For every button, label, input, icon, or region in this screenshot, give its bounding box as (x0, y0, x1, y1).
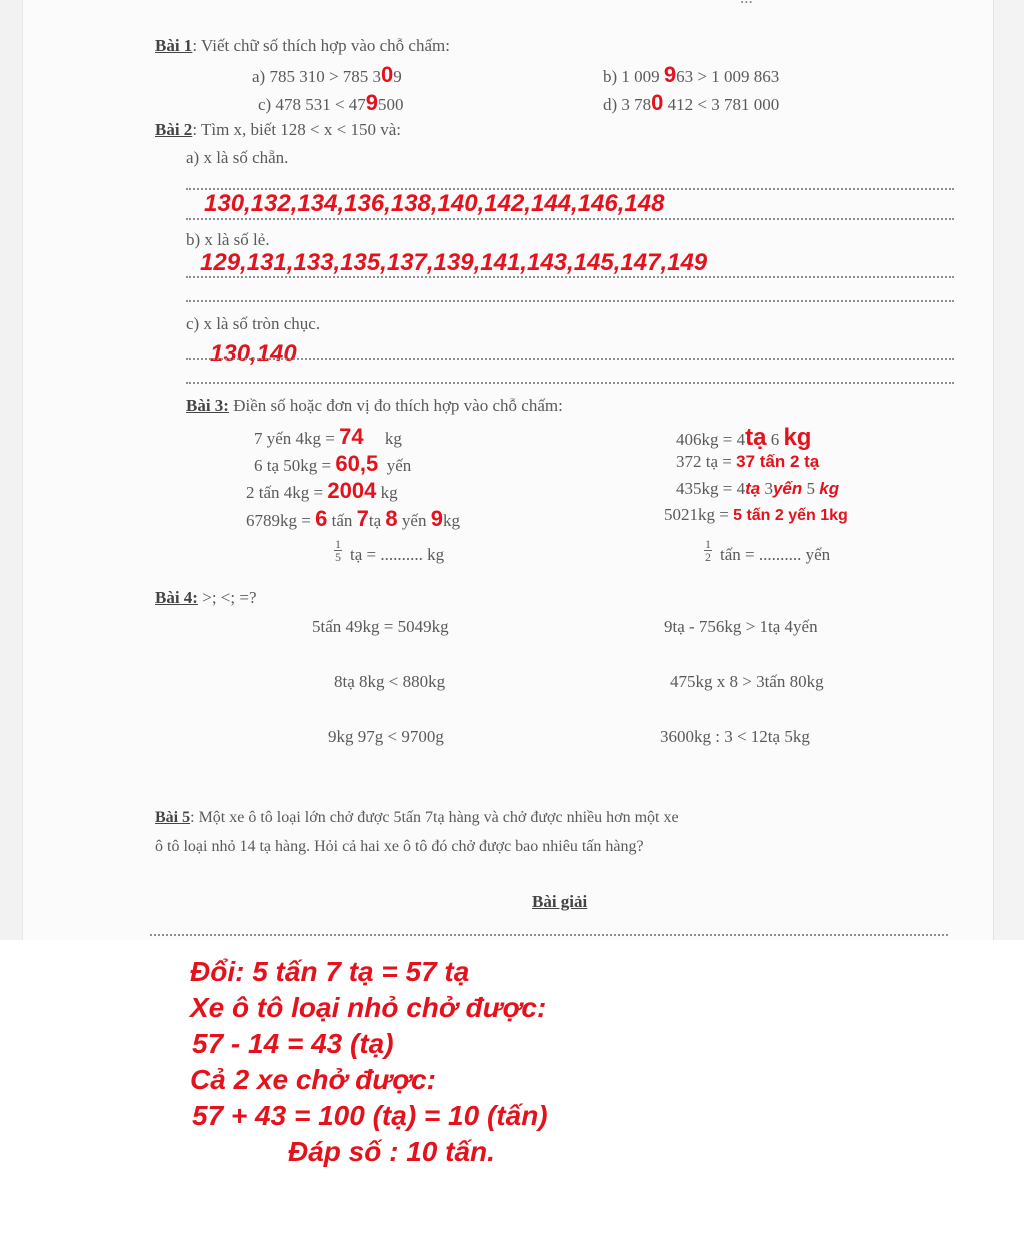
solution-line-5: 57 + 43 = 100 (tạ) = 10 (tấn) (192, 1100, 548, 1131)
fraction-denominator: 2 (705, 550, 711, 564)
bai3-r3-mid: 3 (760, 479, 773, 498)
bai2-c-label: c) x là số tròn chục. (186, 314, 321, 333)
bai3-right-2 (676, 452, 819, 472)
bai4-title: Bài 4: (155, 588, 198, 607)
dotted-line (186, 300, 954, 302)
dotted-line (186, 382, 954, 384)
bai3-l4-unit-b: tạ (368, 511, 386, 530)
bai4-right-3: 3600kg : 3 < 12tạ 5kg (660, 727, 810, 746)
page-left-edge (0, 0, 23, 940)
dotted-line (186, 358, 954, 360)
bai1-d-prefix: d) 3 78 (603, 95, 652, 114)
bai3-right-3 (676, 479, 839, 499)
bai3-r3-text: 435kg = 4 (676, 479, 746, 498)
bai3-r1-answer-b: kg (783, 424, 812, 451)
bai3-heading (186, 396, 563, 416)
bai1-item-d (603, 90, 779, 116)
bai1-item-c (258, 90, 404, 116)
bai3-l3-unit: kg (380, 483, 398, 502)
bai5-title: Bài 5 (155, 809, 191, 826)
bai1-b-answer: 9 (663, 62, 677, 87)
bai4-left-3: 9kg 97g < 9700g (328, 727, 444, 746)
fraction-numerator: 1 (335, 537, 341, 551)
bai3-right-4 (664, 505, 848, 525)
bai3-l1-answer: 74 (339, 424, 364, 449)
bai2-b-label: b) x là số lẻ. (186, 230, 270, 249)
bai4-right-1: 9tạ - 756kg > 1tạ 4yến (664, 617, 818, 636)
bai1-c-prefix: c) 478 531 < 47 (258, 95, 366, 114)
bai3-l3-answer: 2004 (327, 478, 377, 503)
dotted-line (186, 218, 954, 220)
bai4-prompt: >; <; =? (197, 588, 257, 607)
bai3-r5-text: tấn = .......... yến (720, 545, 831, 564)
bai3-r3-answer-b: yến (772, 479, 803, 498)
bai2-a-label: a) x là số chẵn. (186, 148, 289, 167)
solution-heading: Bài giải (532, 892, 588, 911)
bai3-l2-answer: 60,5 (335, 451, 379, 476)
bai3-left-4 (246, 506, 460, 532)
bai3-title: Bài 3: (186, 396, 229, 415)
fraction-numerator: 1 (705, 537, 711, 551)
bai3-l4-answer-d: 9 (430, 506, 443, 531)
bai3-r2-text: 372 tạ = (676, 452, 737, 471)
bai1-b-suffix: 63 > 1 009 863 (676, 67, 780, 86)
bai1-a-prefix: a) 785 310 > 785 3 (252, 67, 382, 86)
header-fragment (740, 0, 753, 8)
bai5-line-2: ô tô loại nhỏ 14 tạ hàng. Hỏi cả hai xe ô tô đó chở được bao nhiêu tấn hàng? (155, 838, 644, 855)
bai3-right-1 (676, 424, 811, 452)
solution-line-2: Xe ô tô loại nhỏ chở được: (190, 992, 547, 1023)
bai3-l3-text: 2 tấn 4kg = (246, 483, 328, 502)
dotted-line (186, 276, 954, 278)
bai3-left-2 (254, 451, 411, 477)
bai4-right-2: 475kg x 8 > 3tấn 80kg (670, 672, 824, 691)
bai3-r1-answer-a: tạ (745, 424, 767, 451)
bai3-r1-mid: 6 (766, 430, 784, 449)
bai3-r3-answer-a: tạ (745, 479, 761, 498)
bai3-l5-fraction (334, 538, 342, 563)
bai2-title: Bài 2 (155, 120, 193, 139)
bai5-line-1 (155, 809, 679, 827)
bai3-l4-unit-d: kg (442, 511, 460, 530)
bai3-r4-text: 5021kg = (664, 505, 734, 524)
bai3-l5-text: tạ = .......... kg (350, 545, 445, 564)
bai3-r1-text: 406kg = 4 (676, 430, 746, 449)
bai3-l4-text: 6789kg = (246, 511, 316, 530)
bai3-prompt: Điền số hoặc đơn vị đo thích hợp vào chỗ chấm: (228, 396, 563, 415)
bai2-prompt: : Tìm x, biết 128 < x < 150 và: (192, 120, 401, 139)
bai2-b-answer: 129,131,133,135,137,139,141,143,145,147,149 (200, 249, 708, 276)
solution-line-3: 57 - 14 = 43 (tạ) (192, 1028, 394, 1059)
bai3-l2-unit: yến (386, 456, 412, 475)
bai1-prompt: : Viết chữ số thích hợp vào chỗ chấm: (192, 36, 450, 55)
solution-line-4: Cả 2 xe chở được: (190, 1064, 436, 1095)
bai3-r4-answer: 5 tấn 2 yến 1kg (733, 507, 848, 524)
bai3-l4-unit-a: tấn (327, 511, 357, 530)
solution-answer: Đáp số : 10 tấn. (288, 1136, 495, 1167)
dotted-line (150, 934, 948, 936)
bai3-l4-answer-a: 6 (315, 506, 328, 531)
page-right-edge (993, 0, 1024, 940)
bai3-r3-mid2: 5 (802, 479, 820, 498)
bai3-left-3 (246, 478, 398, 504)
bai3-l4-unit-c: yến (397, 511, 431, 530)
bai3-r2-answer: 37 tấn 2 tạ (736, 452, 820, 471)
bai1-d-answer: 0 (651, 90, 664, 115)
bai1-item-a (252, 62, 402, 88)
bai4-left-2: 8tạ 8kg < 880kg (334, 672, 446, 691)
bai2-a-answer: 130,132,134,136,138,140,142,144,146,148 (204, 190, 665, 217)
bai3-r5-fraction (704, 538, 712, 563)
bai3-l4-answer-c: 8 (385, 506, 398, 531)
bai1-title: Bài 1 (155, 36, 193, 55)
bai4-left-1: 5tấn 49kg = 5049kg (312, 617, 449, 636)
bai1-d-suffix: 412 < 3 781 000 (663, 95, 780, 114)
bai3-l1-text: 7 yến 4kg = (254, 429, 340, 448)
bai2-c-answer: 130,140 (210, 340, 297, 367)
bai1-a-suffix: 9 (393, 67, 402, 86)
bai2-heading (155, 120, 401, 140)
bai3-r3-answer-c: kg (819, 479, 840, 498)
solution-line-1: Đổi: 5 tấn 7 tạ = 57 tạ (190, 956, 470, 987)
bai5-line1-text: : Một xe ô tô loại lớn chở được 5tấn 7tạ hàng và chở được nhiều hơn một xe (190, 809, 679, 826)
bai1-item-b (603, 62, 779, 88)
bai3-left-1 (254, 424, 402, 450)
bai1-b-prefix: b) 1 009 (603, 67, 664, 86)
bai1-a-answer: 0 (381, 62, 394, 87)
bai4-heading (155, 588, 257, 608)
fraction-denominator: 5 (335, 550, 341, 564)
bai1-heading (155, 36, 450, 56)
bai3-l1-unit: kg (384, 429, 402, 448)
bai3-l2-text: 6 tạ 50kg = (254, 456, 336, 475)
bai3-l4-answer-b: 7 (356, 506, 369, 531)
bai1-c-suffix: 500 (378, 95, 404, 114)
bai1-c-answer: 9 (365, 90, 379, 115)
